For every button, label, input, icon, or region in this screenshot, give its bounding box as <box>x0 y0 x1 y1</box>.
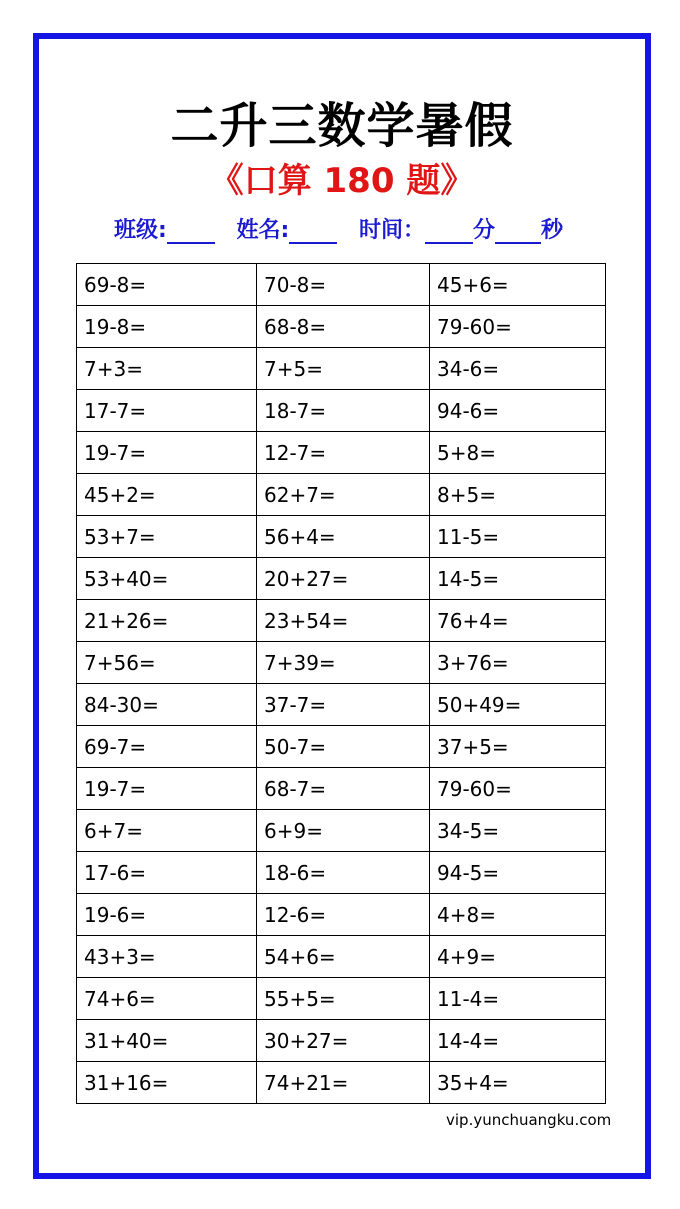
table-row <box>77 516 606 558</box>
problem-cell: 53+40= <box>77 558 257 600</box>
table-row <box>77 1020 606 1062</box>
table-row <box>77 390 606 432</box>
problem-cell: 18-7= <box>257 390 430 432</box>
problem-cell: 8+5= <box>430 474 606 516</box>
problem-cell: 76+4= <box>430 600 606 642</box>
problem-cell: 14-5= <box>430 558 606 600</box>
table-row <box>77 348 606 390</box>
problem-cell: 34-6= <box>430 348 606 390</box>
problem-cell: 69-8= <box>77 264 257 306</box>
problem-cell: 12-7= <box>257 432 430 474</box>
time-label: 时间： <box>358 218 425 243</box>
problem-cell: 68-7= <box>257 768 430 810</box>
minute-label: 分 <box>472 218 495 243</box>
problem-cell: 84-30= <box>77 684 257 726</box>
second-label: 秒 <box>541 218 564 243</box>
problem-cell: 79-60= <box>430 768 606 810</box>
problem-cell: 4+9= <box>430 936 606 978</box>
problem-cell: 3+76= <box>430 642 606 684</box>
problem-cell: 11-5= <box>430 516 606 558</box>
problem-cell: 17-6= <box>77 852 257 894</box>
problem-cell: 30+27= <box>257 1020 430 1062</box>
problem-cell: 74+6= <box>77 978 257 1020</box>
problem-cell: 94-6= <box>430 390 606 432</box>
student-info-line <box>114 213 563 244</box>
problem-cell: 31+40= <box>77 1020 257 1062</box>
table-row <box>77 852 606 894</box>
problem-cell: 62+7= <box>257 474 430 516</box>
problem-cell: 19-7= <box>77 432 257 474</box>
problem-cell: 17-7= <box>77 390 257 432</box>
problem-cell: 23+54= <box>257 600 430 642</box>
page-title: 二升三数学暑假 <box>170 98 514 154</box>
problem-cell: 53+7= <box>77 516 257 558</box>
name-blank[interactable] <box>289 220 337 244</box>
problem-cell: 37-7= <box>257 684 430 726</box>
problem-cell: 6+7= <box>77 810 257 852</box>
problem-cell: 79-60= <box>430 306 606 348</box>
problem-cell: 56+4= <box>257 516 430 558</box>
problem-cell: 45+2= <box>77 474 257 516</box>
problem-cell: 50-7= <box>257 726 430 768</box>
table-row <box>77 768 606 810</box>
problem-cell: 74+21= <box>257 1062 430 1104</box>
problem-cell: 20+27= <box>257 558 430 600</box>
problem-cell: 37+5= <box>430 726 606 768</box>
problem-cell: 70-8= <box>257 264 430 306</box>
problem-cell: 7+3= <box>77 348 257 390</box>
page-subtitle: 《口算 180 题》 <box>209 161 475 201</box>
problem-cell: 7+56= <box>77 642 257 684</box>
problem-cell: 18-6= <box>257 852 430 894</box>
table-row <box>77 600 606 642</box>
problem-cell: 4+8= <box>430 894 606 936</box>
table-row <box>77 558 606 600</box>
table-row <box>77 684 606 726</box>
problem-cell: 43+3= <box>77 936 257 978</box>
second-blank[interactable] <box>495 220 541 244</box>
table-row <box>77 978 606 1020</box>
table-row <box>77 264 606 306</box>
problem-table <box>76 263 606 1104</box>
problem-cell: 31+16= <box>77 1062 257 1104</box>
page-frame <box>33 33 651 1179</box>
problem-cell: 7+39= <box>257 642 430 684</box>
table-row <box>77 936 606 978</box>
problem-cell: 19-7= <box>77 768 257 810</box>
problem-cell: 54+6= <box>257 936 430 978</box>
problem-cell: 68-8= <box>257 306 430 348</box>
problem-cell: 69-7= <box>77 726 257 768</box>
table-row <box>77 894 606 936</box>
problem-cell: 34-5= <box>430 810 606 852</box>
problem-cell: 45+6= <box>430 264 606 306</box>
problem-cell: 55+5= <box>257 978 430 1020</box>
problem-cell: 6+9= <box>257 810 430 852</box>
table-row <box>77 306 606 348</box>
class-label: 班级: <box>114 218 167 243</box>
table-row <box>77 474 606 516</box>
name-label: 姓名: <box>236 218 290 243</box>
problem-cell: 11-4= <box>430 978 606 1020</box>
problem-cell: 35+4= <box>430 1062 606 1104</box>
table-row <box>77 1062 606 1104</box>
table-row <box>77 810 606 852</box>
problem-cell: 94-5= <box>430 852 606 894</box>
class-blank[interactable] <box>167 220 215 244</box>
table-row <box>77 642 606 684</box>
problem-cell: 19-8= <box>77 306 257 348</box>
table-row <box>77 432 606 474</box>
minute-blank[interactable] <box>425 220 473 244</box>
problem-cell: 7+5= <box>257 348 430 390</box>
problem-cell: 50+49= <box>430 684 606 726</box>
problem-cell: 12-6= <box>257 894 430 936</box>
table-row <box>77 726 606 768</box>
problem-cell: 5+8= <box>430 432 606 474</box>
problem-cell: 19-6= <box>77 894 257 936</box>
watermark-url: vip.yunchuangku.com <box>446 1111 612 1129</box>
problem-cell: 21+26= <box>77 600 257 642</box>
problem-cell: 14-4= <box>430 1020 606 1062</box>
